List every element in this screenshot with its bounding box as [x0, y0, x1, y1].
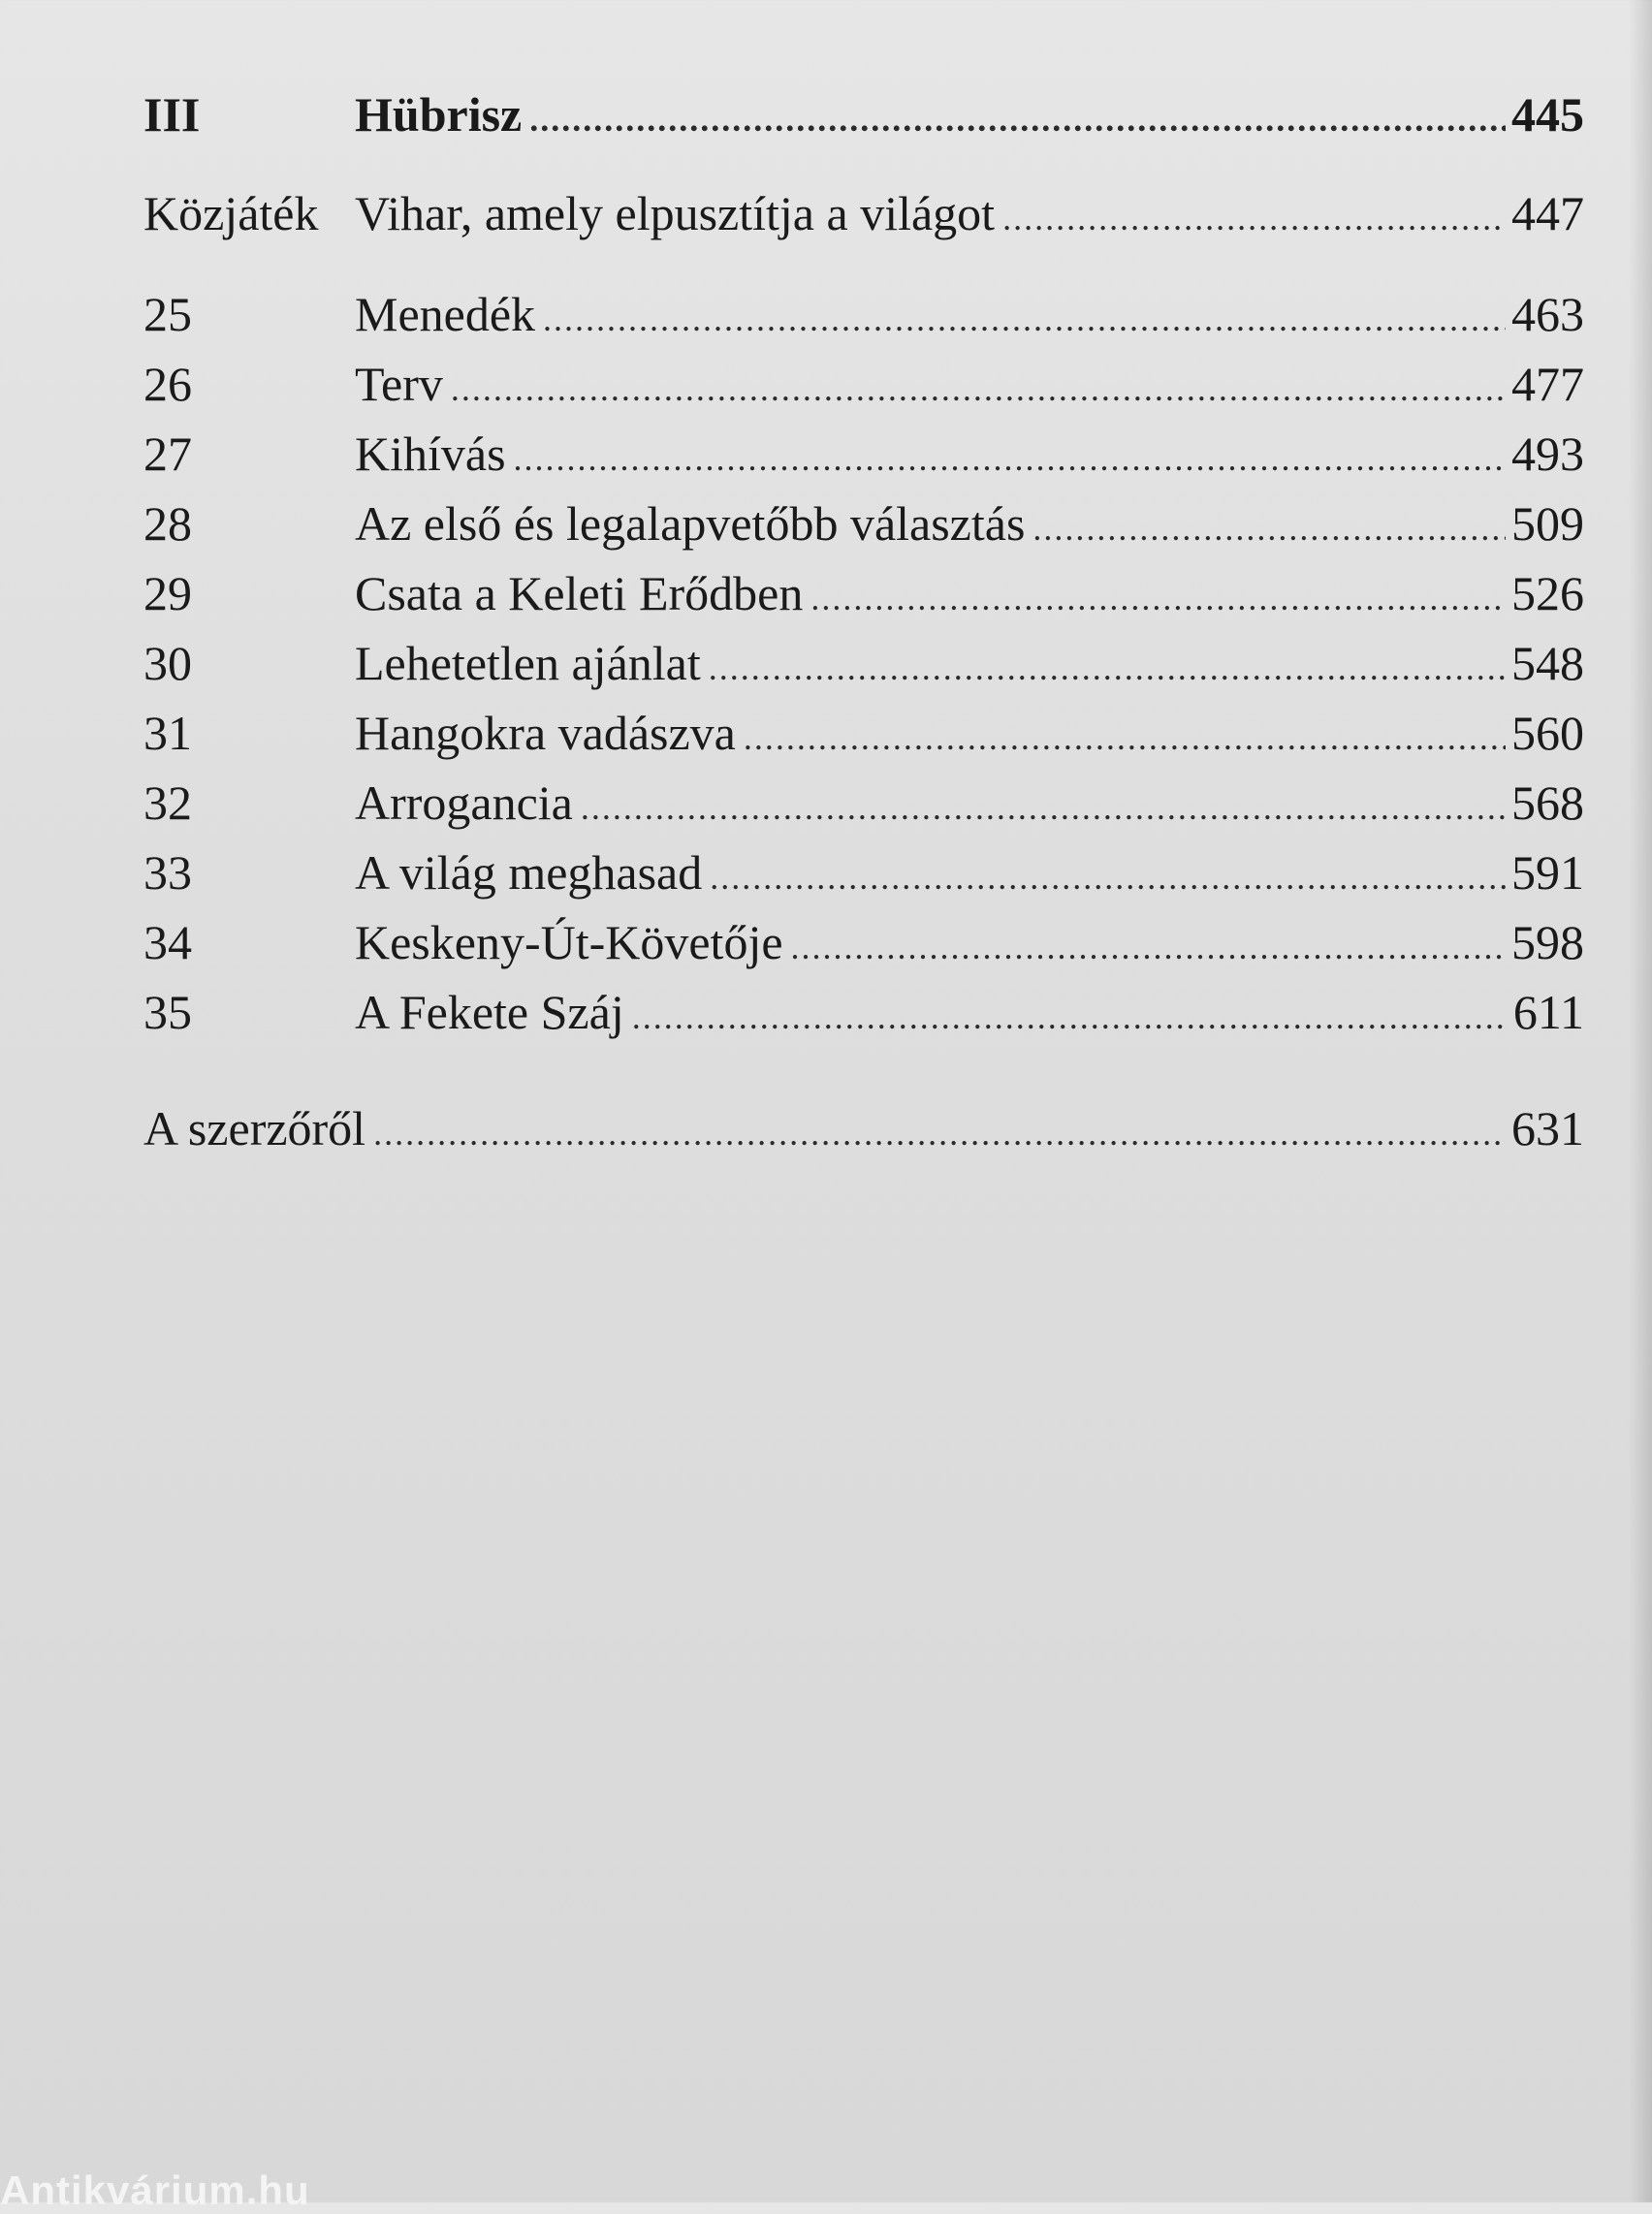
chapter-number: 33 — [143, 845, 192, 900]
chapter-page: 509 — [1511, 496, 1584, 551]
about-author-page: 631 — [1511, 1101, 1584, 1155]
toc-chapter-row — [143, 983, 1584, 1046]
chapter-title: Menedék — [355, 287, 536, 341]
chapter-page: 560 — [1511, 706, 1584, 760]
about-author-title: A szerzőről — [143, 1101, 366, 1155]
chapter-page: 477 — [1511, 357, 1584, 411]
dot-leader — [543, 290, 1506, 348]
dot-leader — [709, 639, 1506, 697]
toc-chapter-row — [143, 564, 1584, 627]
dot-leader — [1032, 499, 1506, 557]
toc-chapter-row — [143, 913, 1584, 976]
toc-chapter-row — [143, 355, 1584, 418]
dot-leader — [514, 429, 1506, 488]
dot-leader — [632, 988, 1508, 1046]
chapter-title: Lehetetlen ajánlat — [355, 636, 701, 690]
dot-leader — [791, 918, 1506, 976]
chapter-title: Arrogancia — [355, 775, 573, 830]
toc-chapter-row — [143, 774, 1584, 837]
page-edge-shadow — [1629, 0, 1652, 2202]
toc-chapter-row — [143, 704, 1584, 767]
chapter-page: 598 — [1511, 915, 1584, 969]
dot-leader — [581, 778, 1506, 837]
chapter-page: 463 — [1511, 287, 1584, 341]
toc-chapter-row — [143, 285, 1584, 348]
part-title: Hübrisz — [355, 87, 523, 142]
dot-leader — [710, 848, 1506, 906]
dot-leader — [373, 1104, 1506, 1162]
chapter-number: 30 — [143, 636, 192, 690]
dot-leader — [744, 709, 1506, 767]
chapter-title: Csata a Keleti Erődben — [355, 566, 804, 620]
toc-chapter-row — [143, 634, 1584, 697]
chapter-number: 35 — [143, 985, 192, 1039]
chapter-number: 27 — [143, 427, 192, 481]
chapter-number: 29 — [143, 566, 192, 620]
interlude-label: Közjáték — [143, 186, 319, 240]
chapter-number: 32 — [143, 775, 192, 830]
toc-about-author-row — [143, 1099, 1584, 1162]
chapter-page: 568 — [1511, 775, 1584, 830]
part-page: 445 — [1511, 87, 1584, 142]
toc-chapter-row — [143, 843, 1584, 906]
chapter-page: 611 — [1512, 985, 1584, 1039]
chapter-title: Keskeny-Út-Követője — [355, 915, 783, 969]
chapter-title: Kihívás — [355, 427, 506, 481]
chapter-title: Az első és legalapvetőbb választás — [355, 496, 1026, 551]
toc-interlude-row — [143, 184, 1584, 247]
watermark: Antikvárium.hu — [0, 2167, 310, 2213]
dot-leader — [451, 360, 1506, 418]
chapter-page: 493 — [1511, 427, 1584, 481]
dot-leader — [810, 569, 1506, 627]
chapter-page: 548 — [1511, 636, 1584, 690]
interlude-page: 447 — [1511, 186, 1584, 240]
chapter-page: 526 — [1511, 566, 1584, 620]
chapter-title: Terv — [355, 357, 443, 411]
dot-leader — [1002, 189, 1506, 247]
toc-part-row — [143, 85, 1584, 148]
chapter-page: 591 — [1511, 845, 1584, 900]
toc-chapter-row — [143, 425, 1584, 488]
dot-leader — [529, 90, 1506, 148]
chapter-title: Hangokra vadászva — [355, 706, 736, 760]
interlude-title: Vihar, amely elpusztítja a világot — [355, 186, 996, 240]
chapter-title: A Fekete Száj — [355, 985, 624, 1039]
chapter-title: A világ meghasad — [355, 845, 703, 900]
chapter-number: 34 — [143, 915, 192, 969]
toc-chapter-row — [143, 494, 1584, 557]
chapter-number: 25 — [143, 287, 192, 341]
chapter-number: 28 — [143, 496, 192, 551]
part-number: III — [143, 87, 201, 142]
chapter-number: 26 — [143, 357, 192, 411]
chapter-number: 31 — [143, 706, 192, 760]
